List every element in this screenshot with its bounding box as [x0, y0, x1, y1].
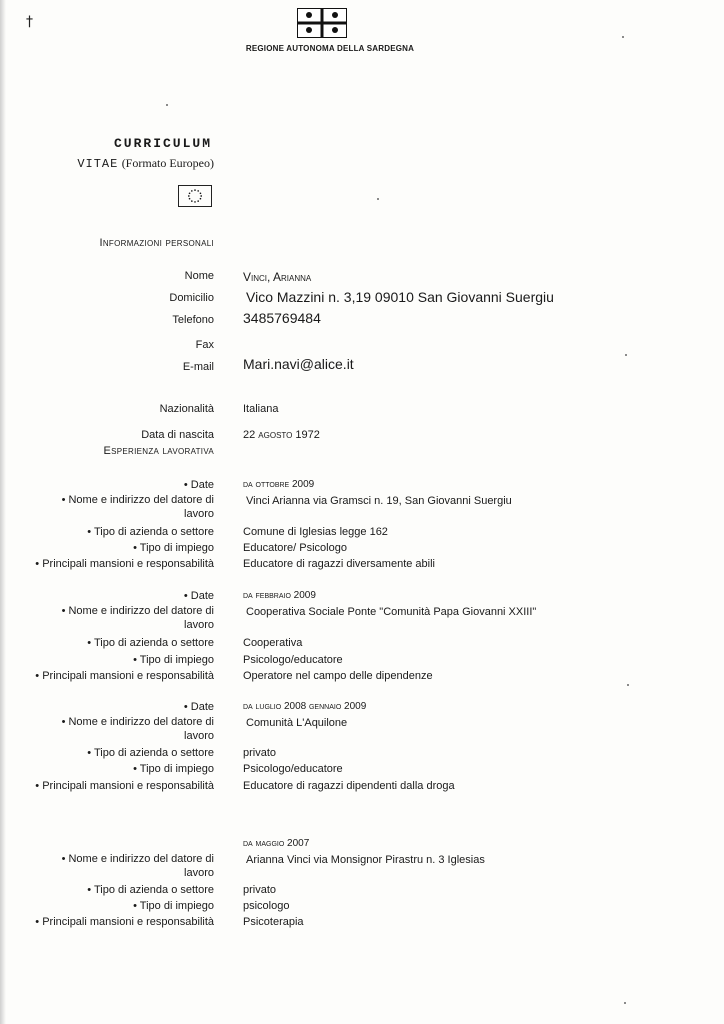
institution-title: REGIONE AUTONOMA DELLA SARDEGNA: [245, 44, 415, 53]
label-duties: • Principali mansioni e responsabilità: [35, 916, 214, 928]
label-email: E-mail: [182, 361, 214, 373]
label-duties: • Principali mansioni e responsabilità: [35, 558, 214, 570]
value-nazionalita: Italiana: [243, 403, 279, 415]
entry-employer: Vinci Arianna via Gramsci n. 19, San Giovanni Suergiu: [246, 495, 512, 507]
label-employer-cont: lavoro: [184, 730, 214, 742]
label-employer: • Nome e indirizzo del datore di: [61, 716, 214, 728]
scan-speck: [166, 104, 168, 106]
label-employer-cont: lavoro: [184, 867, 214, 879]
entry-job-type: Psicologo/educatore: [243, 763, 343, 775]
entry-employer: Comunità L'Aquilone: [246, 717, 348, 729]
label-employer-cont: lavoro: [184, 508, 214, 520]
label-job-type: • Tipo di impiego: [133, 763, 214, 775]
label-data-nascita: Data di nascita: [141, 429, 214, 441]
scan-speck: [622, 36, 624, 38]
entry-employer: Cooperativa Sociale Ponte "Comunità Papa Giovanni XXIII": [246, 606, 537, 618]
label-sector: • Tipo di azienda o settore: [87, 884, 214, 896]
label-date: • Date: [183, 479, 214, 491]
cv-title: CURRICULUM: [113, 136, 212, 151]
entry-duties: Psicoterapia: [243, 916, 304, 928]
entry-duties: Educatore di ragazzi dipendenti dalla droga: [243, 780, 455, 792]
scan-mark-icon: †: [26, 14, 33, 30]
entry-sector: Comune di Iglesias legge 162: [243, 526, 388, 538]
sardinia-emblem-icon: [297, 8, 347, 38]
value-domicilio: Vico Mazzini n. 3,19 09010 San Giovanni Suergiu: [246, 289, 554, 305]
label-job-type: • Tipo di impiego: [133, 542, 214, 554]
label-date: • Date: [183, 701, 214, 713]
label-job-type: • Tipo di impiego: [133, 654, 214, 666]
scan-speck: [624, 1002, 626, 1004]
entry-sector: privato: [243, 747, 277, 759]
label-nazionalita: Nazionalità: [159, 403, 214, 415]
entry-date: da ottobre 2009: [243, 479, 315, 490]
cv-subtitle-format: (Formato Europeo): [121, 156, 214, 170]
label-employer-cont: lavoro: [184, 619, 214, 631]
entry-job-type: Psicologo/educatore: [243, 654, 343, 666]
entry-date: da febbraio 2009: [243, 590, 316, 601]
eu-flag-icon: [178, 185, 212, 207]
label-sector: • Tipo di azienda o settore: [87, 747, 214, 759]
label-employer: • Nome e indirizzo del datore di: [61, 853, 214, 865]
label-nome: Nome: [184, 270, 214, 282]
label-duties: • Principali mansioni e responsabilità: [35, 780, 214, 792]
scan-speck: [627, 684, 629, 686]
value-telefono: 3485769484: [243, 310, 321, 326]
label-duties: • Principali mansioni e responsabilità: [35, 670, 214, 682]
value-nome: Vinci, Arianna: [243, 270, 312, 284]
entry-date: da luglio 2008 gennaio 2009: [243, 701, 367, 712]
cv-subtitle: [77, 156, 214, 171]
entry-date: da maggio 2007: [243, 838, 310, 849]
label-domicilio: Domicilio: [169, 292, 214, 304]
entry-sector: privato: [243, 884, 277, 896]
label-sector: • Tipo di azienda o settore: [87, 637, 214, 649]
label-telefono: Telefono: [172, 314, 214, 326]
label-fax: Fax: [195, 339, 214, 351]
entry-sector: Cooperativa: [243, 637, 303, 649]
label-sector: • Tipo di azienda o settore: [87, 526, 214, 538]
entry-duties: Educatore di ragazzi diversamente abili: [243, 558, 435, 570]
scan-speck: [625, 354, 627, 356]
section-personal-info: Informazioni personali: [99, 237, 214, 249]
entry-duties: Operatore nel campo delle dipendenze: [243, 670, 433, 682]
value-email: Mari.navi@alice.it: [243, 356, 354, 372]
section-work-experience: Esperienza lavorativa: [103, 445, 214, 457]
label-employer: • Nome e indirizzo del datore di: [61, 605, 214, 617]
label-job-type: • Tipo di impiego: [133, 900, 214, 912]
cv-subtitle-prefix: VITAE: [77, 157, 119, 171]
value-data-nascita: 22 agosto 1972: [243, 429, 320, 441]
scan-shadow-edge: [0, 0, 6, 1024]
entry-job-type: Educatore/ Psicologo: [243, 542, 347, 554]
label-employer: • Nome e indirizzo del datore di: [61, 494, 214, 506]
label-date: • Date: [183, 590, 214, 602]
entry-employer: Arianna Vinci via Monsignor Pirastru n. 3 Iglesias: [246, 854, 485, 866]
scan-speck: [377, 198, 379, 200]
entry-job-type: psicologo: [243, 900, 290, 912]
